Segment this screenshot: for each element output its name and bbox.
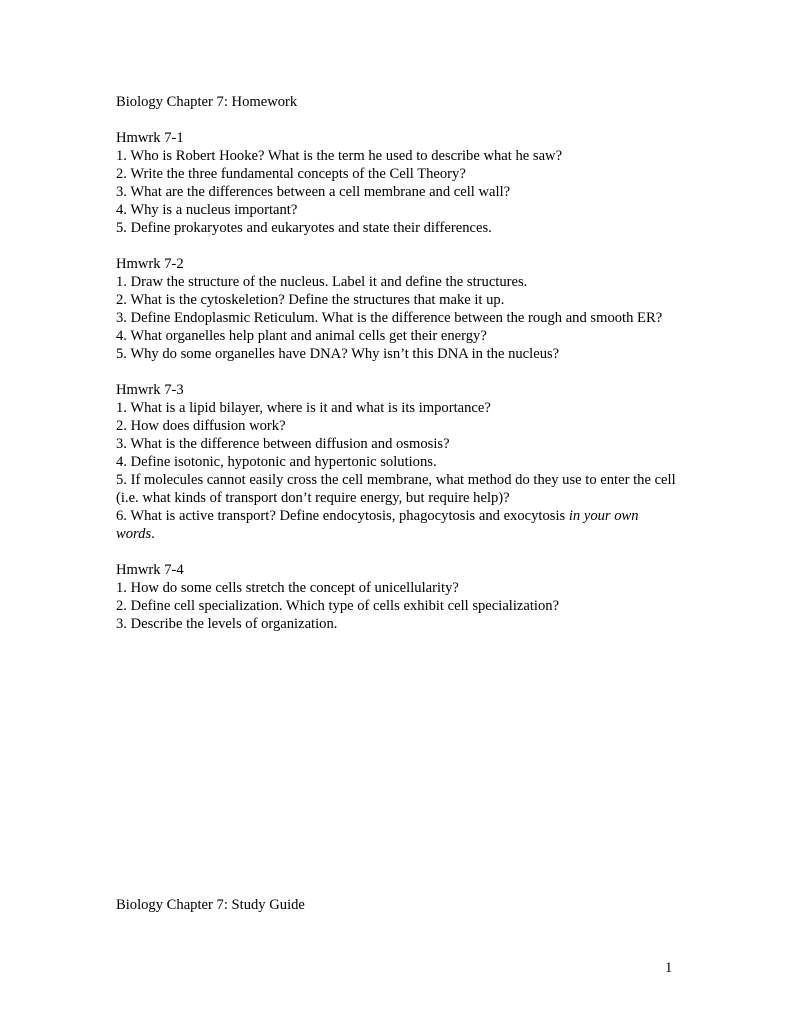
study-guide-title: Biology Chapter 7: Study Guide xyxy=(116,897,305,913)
question-item: 5. If molecules cannot easily cross the cell membrane, what method do they use to enter the cell (i.e. what kinds of transport don’t require energy, but require help)? xyxy=(116,472,676,506)
document-body xyxy=(116,93,676,651)
section-heading: Hmwrk 7-2 xyxy=(116,256,184,272)
question-item: 4. Define isotonic, hypotonic and hypertonic solutions. xyxy=(116,454,437,470)
question-ending: . xyxy=(151,526,155,542)
question-item: 1. How do some cells stretch the concept of unicellularity? xyxy=(116,580,459,596)
question-item: 2. Write the three fundamental concepts of the Cell Theory? xyxy=(116,166,466,182)
question-item: 2. How does diffusion work? xyxy=(116,418,286,434)
question-item: 1. Who is Robert Hooke? What is the term he used to describe what he saw? xyxy=(116,148,563,164)
question-item: 4. Why is a nucleus important? xyxy=(116,202,298,218)
question-item-with-emphasis xyxy=(116,507,676,543)
question-item: 3. Describe the levels of organization. xyxy=(116,616,338,632)
homework-section-7-1 xyxy=(116,129,676,237)
section-heading: Hmwrk 7-1 xyxy=(116,130,184,146)
homework-section-7-3 xyxy=(116,381,676,543)
question-item: 3. What are the differences between a cell membrane and cell wall? xyxy=(116,184,511,200)
question-item: 4. What organelles help plant and animal cells get their energy? xyxy=(116,328,487,344)
homework-section-7-2 xyxy=(116,255,676,363)
question-item: 3. What is the difference between diffusion and osmosis? xyxy=(116,436,450,452)
question-item: 2. What is the cytoskeletion? Define the structures that make it up. xyxy=(116,292,505,308)
question-item: 3. Define Endoplasmic Reticulum. What is the difference between the rough and smooth ER? xyxy=(116,310,663,326)
emphasis-text: in your own words xyxy=(116,508,639,542)
question-item: 1. What is a lipid bilayer, where is it and what is its importance? xyxy=(116,400,491,416)
page-number: 1 xyxy=(665,960,673,976)
homework-section-7-4 xyxy=(116,561,676,633)
question-item: 2. Define cell specialization. Which type of cells exhibit cell specialization? xyxy=(116,598,560,614)
question-item: 5. Why do some organelles have DNA? Why isn’t this DNA in the nucleus? xyxy=(116,346,560,362)
section-heading: Hmwrk 7-3 xyxy=(116,382,184,398)
question-item: 1. Draw the structure of the nucleus. Label it and define the structures. xyxy=(116,274,528,290)
question-item: 5. Define prokaryotes and eukaryotes and state their differences. xyxy=(116,220,492,236)
document-title: Biology Chapter 7: Homework xyxy=(116,94,298,110)
question-text: 6. What is active transport? Define endocytosis, phagocytosis and exocytosis xyxy=(116,508,566,524)
section-heading: Hmwrk 7-4 xyxy=(116,562,184,578)
